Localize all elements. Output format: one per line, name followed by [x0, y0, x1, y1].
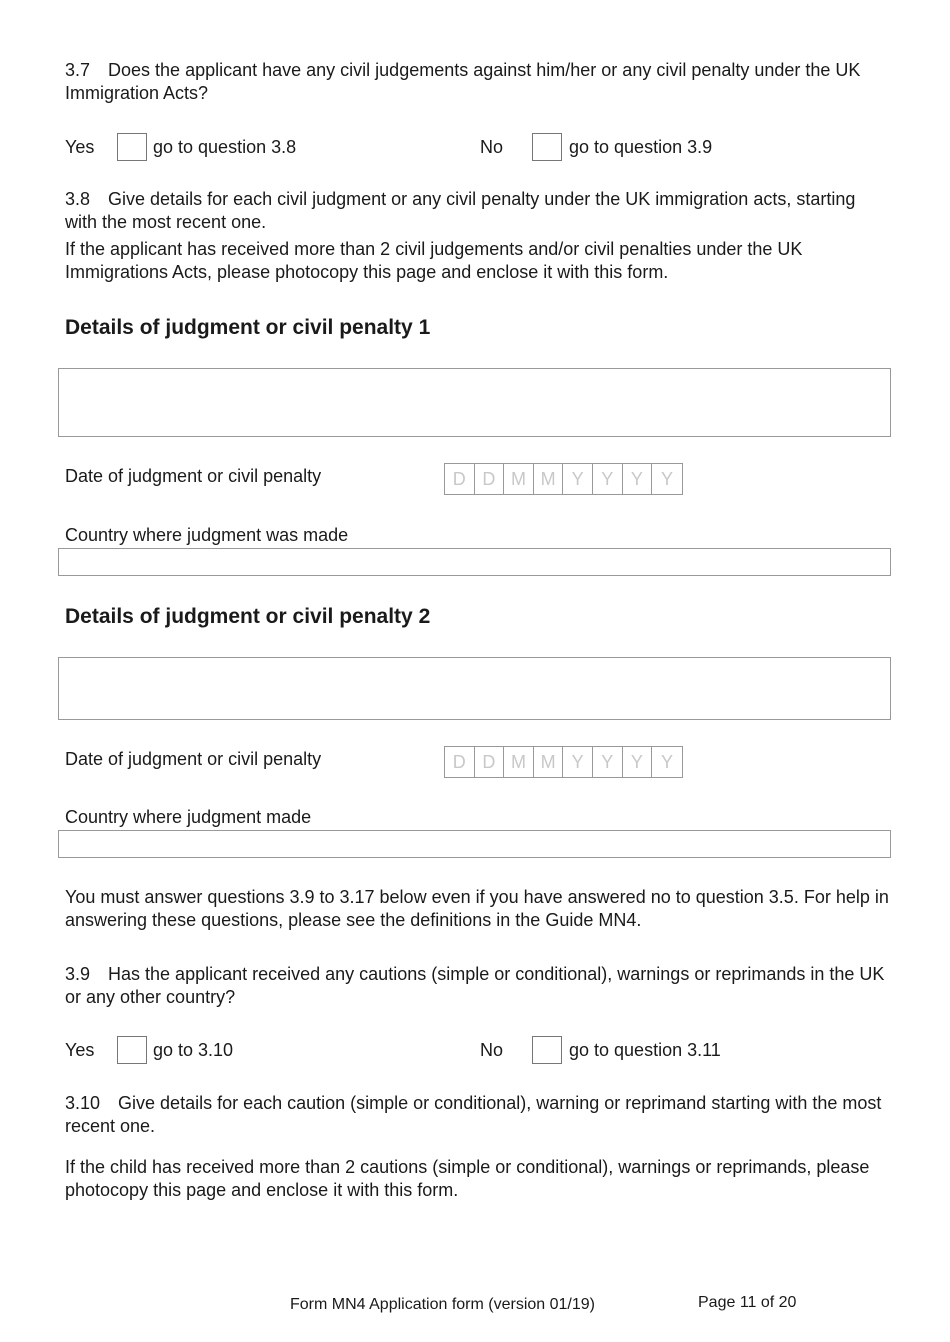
q3-7-yes-instruction: go to question 3.8 — [153, 137, 297, 157]
penalty-2-date-label: Date of judgment or civil penalty — [65, 749, 322, 769]
date-cell-year[interactable]: Y — [660, 752, 673, 772]
date-cell-month[interactable]: M — [504, 464, 534, 494]
q3-9-yes-label: Yes — [65, 1040, 95, 1060]
date-cell-day[interactable]: D — [475, 747, 505, 777]
date-cell-year[interactable]: Y — [563, 464, 593, 494]
question-3-9-text: 3.9 Has the applicant received any cautions (simple or conditional), warnings or reprimands in the UK or any other country? — [65, 964, 885, 1007]
penalty-1-details-field[interactable] — [58, 368, 891, 437]
penalty-2-details-field[interactable] — [58, 657, 891, 720]
footer-page-number: Page 11 of 20 — [698, 1294, 797, 1311]
date-cell-month[interactable]: M — [534, 747, 564, 777]
q3-7-no-label: No — [480, 137, 504, 157]
date-cell-year[interactable]: Y — [593, 464, 623, 494]
penalty-1-country-field[interactable] — [58, 548, 891, 576]
date-cell-day[interactable]: D — [445, 464, 475, 494]
penalty-2-date-input[interactable] — [444, 746, 683, 778]
q3-9-no-checkbox[interactable] — [532, 1036, 562, 1064]
date-cell-month[interactable]: M — [504, 747, 534, 777]
penalty-2-country-label: Country where judgment made — [65, 807, 312, 827]
q3-7-no-checkbox[interactable] — [532, 133, 562, 161]
question-3-10-text: 3.10 Give details for each caution (simple or conditional), warning or reprimand starting with the most recent one. — [65, 1093, 882, 1136]
q3-7-no-instruction: go to question 3.9 — [569, 137, 713, 157]
date-cell-year[interactable]: Y — [593, 747, 623, 777]
instruction-text: You must answer questions 3.9 to 3.17 below even if you have answered no to question 3.5. For help in answering these questions, please see the definitions in the Guide MN4. — [65, 887, 889, 930]
q3-7-yes-checkbox[interactable] — [117, 133, 147, 161]
penalty-1-date-input[interactable] — [444, 463, 683, 495]
penalty-2-country-field[interactable] — [58, 830, 891, 858]
q3-7-yes-label: Yes — [65, 137, 95, 157]
question-3-7-text: 3.7 Does the applicant have any civil judgements against him/her or any civil penalty under the UK Immigration Acts? — [65, 60, 861, 103]
question-3-8-text: 3.8 Give details for each civil judgment or any civil penalty under the UK immigration acts, starting with the most recent one. — [65, 189, 856, 232]
date-cell-year[interactable]: Y — [623, 747, 653, 777]
question-3-8-note: If the applicant has received more than 2 civil judgements and/or civil penalties under the UK Immigrations Acts, please photocopy this page and enclose it with this form. — [65, 239, 803, 282]
date-cell-year[interactable]: Y — [623, 464, 653, 494]
date-cell-year[interactable]: Y — [660, 469, 673, 489]
penalty-1-heading: Details of judgment or civil penalty 1 — [65, 316, 431, 339]
q3-9-no-label: No — [480, 1040, 504, 1060]
date-cell-day[interactable]: D — [475, 464, 505, 494]
penalty-1-date-label: Date of judgment or civil penalty — [65, 466, 322, 486]
q3-9-yes-instruction: go to 3.10 — [153, 1040, 234, 1060]
q3-9-no-instruction: go to question 3.11 — [569, 1040, 721, 1060]
question-3-10-note: If the child has received more than 2 cautions (simple or conditional), warnings or reprimands, please photocopy this page and enclose it with this form. — [65, 1157, 870, 1200]
date-cell-day[interactable]: D — [445, 747, 475, 777]
q3-9-yes-checkbox[interactable] — [117, 1036, 147, 1064]
penalty-2-heading: Details of judgment or civil penalty 2 — [65, 605, 431, 628]
date-cell-month[interactable]: M — [534, 464, 564, 494]
date-cell-year[interactable]: Y — [563, 747, 593, 777]
footer-form-name: Form MN4 Application form (version 01/19) — [290, 1296, 595, 1313]
penalty-1-country-label: Country where judgment was made — [65, 525, 349, 545]
